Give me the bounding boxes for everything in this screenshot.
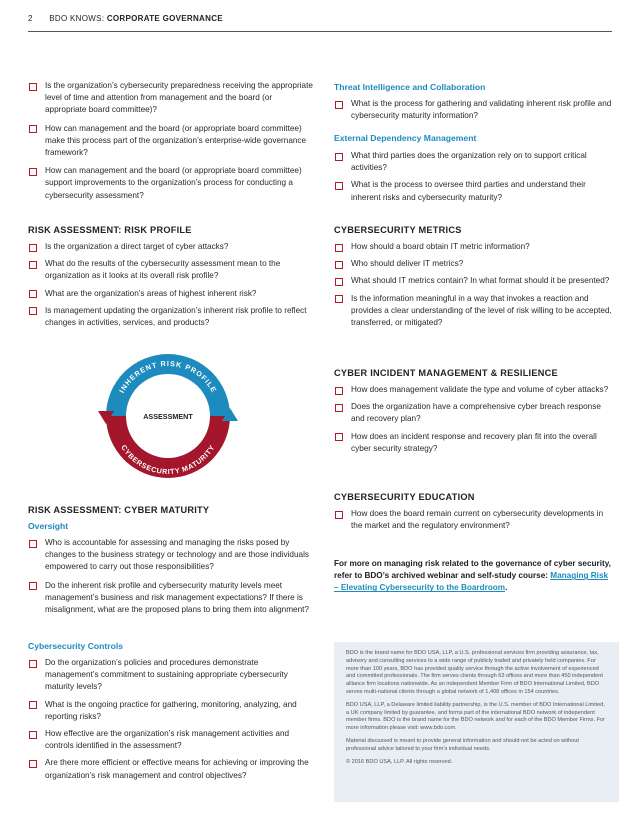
- checkbox-icon: [29, 701, 37, 709]
- copyright-text: © 2016 BDO USA, LLP. All rights reserved.: [346, 758, 453, 765]
- oversight-list: [28, 537, 313, 616]
- external-list: [334, 150, 614, 204]
- footer-paragraph: BDO is the brand name for BDO USA, LLP, a U.S. professional services firm providing assurance, tax, advisory and consulting services to a wide range of publicly traded and privately held companies. For more than 100 years, BDO has provided quality service through the active involvement of experienced and committed professionals. The firm serves clients through 63 offices and more than 450 independent alliance firm locations nationwide. As an independent Member Firm of BDO International Limited, BDO serves multi-national clients through a global network of 1,408 offices in 154 countries.: [346, 650, 603, 695]
- list-item: What is the process to oversee third parties and understand their inherent risks and cybersecurity maturity?: [334, 179, 614, 203]
- controls-list: [28, 657, 313, 782]
- external-subheading: External Dependency Management: [334, 133, 477, 143]
- education-list: [334, 508, 614, 532]
- list-item: Who is accountable for assessing and managing the risks posed by changes to the business strategy or technology and are those individuals empowered to carry out those responsibilities?: [28, 537, 313, 574]
- checkbox-icon: [29, 731, 37, 739]
- checkbox-icon: [29, 290, 37, 298]
- list-item: Who should deliver IT metrics?: [334, 258, 614, 270]
- list-item: How does an incident response and recovery plan fit into the overall cyber security strategy?: [334, 431, 614, 455]
- webinar-link[interactable]: Managing Risk – Elevating Cybersecurity to the Boardroom: [334, 571, 609, 593]
- checkbox-icon: [335, 511, 343, 519]
- checkbox-icon: [335, 387, 343, 395]
- metrics-list: [334, 241, 614, 329]
- page-header: [28, 14, 223, 23]
- checkbox-icon: [29, 261, 37, 269]
- intro-list: [28, 80, 313, 202]
- list-item: How can management and the board (or appropriate board committee) make this process part of the organization’s enterprise-wide governance framework?: [28, 123, 313, 160]
- list-item: What is the ongoing practice for gathering, monitoring, analyzing, and reporting risks?: [28, 699, 313, 723]
- footer-paragraph: BDO USA, LLP, a Delaware limited liability partnership, is the U.S. member of BDO International Limited, a UK company limited by guarantee, and forms part of the international BDO network of independent member firms. BDO is the brand name for the BDO network and for each of the BDO Member Firms. For more information please visit: www.bdo.com.: [346, 701, 605, 732]
- list-item: What are the organization’s areas of highest inherent risk?: [28, 288, 313, 300]
- checkbox-icon: [335, 404, 343, 412]
- list-item: How should a board obtain IT metric information?: [334, 241, 614, 253]
- list-item: How does management validate the type and volume of cyber attacks?: [334, 384, 614, 396]
- list-item: Is the organization’s cybersecurity preparedness receiving the appropriate level of time and attention from management and the board (or appropriate board committee)?: [28, 80, 313, 117]
- checkbox-icon: [335, 101, 343, 109]
- bottom-arc-label: CYBERSECURITY MATURITY: [119, 443, 217, 477]
- list-item: Is the organization a direct target of cyber attacks?: [28, 241, 313, 253]
- assessment-cycle-diagram: [98, 346, 238, 486]
- page-number: 2: [28, 14, 33, 23]
- checkbox-icon: [335, 153, 343, 161]
- education-heading: CYBERSECURITY EDUCATION: [334, 492, 475, 502]
- checkbox-icon: [335, 295, 343, 303]
- list-item: Is management updating the organization’s inherent risk profile to reflect changes in activities, services, and products?: [28, 305, 313, 329]
- list-item: How can management and the board (or appropriate board committee) support improvements to the organization’s process for conducting a cybersecurity assessment?: [28, 165, 313, 202]
- footer-paragraph: Material discussed is meant to provide general information and should not be acted on without professional advice tailored to your firm’s individual needs.: [346, 737, 579, 752]
- list-item: Do the inherent risk profile and cybersecurity maturity levels meet management’s business and risk management expectations? If there is misalignment, what are the proposed plans to bring them into alignment?: [28, 580, 313, 617]
- checkbox-icon: [29, 760, 37, 768]
- controls-subheading: Cybersecurity Controls: [28, 641, 124, 651]
- list-item: How does the board remain current on cybersecurity developments in the market and the regulatory environment?: [334, 508, 614, 532]
- header-title: CORPORATE GOVERNANCE: [106, 14, 223, 23]
- checkbox-icon: [29, 540, 37, 548]
- list-item: What should IT metrics contain? In what format should it be presented?: [334, 275, 614, 287]
- checkbox-icon: [29, 582, 37, 590]
- checkbox-icon: [29, 83, 37, 91]
- list-item: Is the information meaningful in a way that invokes a reaction and provides a clear understanding of the level of risk willing to be accepted, transferred, or mitigated?: [334, 293, 614, 330]
- assessment-label: ASSESSMENT: [143, 412, 193, 421]
- list-item: Are there more efficient or effective means for achieving or improving the organization’s risk management and control objectives?: [28, 757, 313, 781]
- risk-profile-list: [28, 241, 313, 329]
- threat-list: [334, 98, 614, 122]
- checkbox-icon: [335, 433, 343, 441]
- checkbox-icon: [29, 125, 37, 133]
- cyber-maturity-heading: RISK ASSESSMENT: CYBER MATURITY: [28, 505, 210, 515]
- list-item: What do the results of the cybersecurity assessment mean to the organization as it looks at its overall risk profile?: [28, 258, 313, 282]
- checkbox-icon: [335, 244, 343, 252]
- checkbox-icon: [335, 182, 343, 190]
- checkbox-icon: [29, 660, 37, 668]
- brand-label: BDO KNOWS:: [49, 14, 105, 23]
- legal-footer-box: [334, 642, 619, 802]
- checkbox-icon: [335, 278, 343, 286]
- top-arc-label: INHERENT RISK PROFILE: [117, 358, 219, 395]
- checkbox-icon: [29, 168, 37, 176]
- more-info-paragraph: For more on managing risk related to the governance of cyber security, refer to BDO’s archived webinar and self-study course: Managing Risk – Elevating Cybersecurity to the Boardroom.: [334, 559, 611, 593]
- list-item: Do the organization’s policies and procedures demonstrate management’s commitment to sustaining appropriate cybersecurity maturity levels?: [28, 657, 313, 694]
- list-item: Does the organization have a comprehensive cyber breach response and recovery plan?: [334, 401, 614, 425]
- checkbox-icon: [335, 261, 343, 269]
- threat-subheading: Threat Intelligence and Collaboration: [334, 82, 486, 92]
- risk-profile-heading: RISK ASSESSMENT: RISK PROFILE: [28, 225, 192, 235]
- list-item: How effective are the organization’s risk management activities and controls identified in the assessment?: [28, 728, 313, 752]
- incident-list: [334, 384, 614, 455]
- list-item: What is the process for gathering and validating inherent risk profile and cybersecurity maturity information?: [334, 98, 614, 122]
- header-divider: [28, 31, 612, 32]
- list-item: What third parties does the organization rely on to support critical activities?: [334, 150, 614, 174]
- checkbox-icon: [29, 244, 37, 252]
- oversight-subheading: Oversight: [28, 521, 69, 531]
- metrics-heading: CYBERSECURITY METRICS: [334, 225, 462, 235]
- incident-heading: CYBER INCIDENT MANAGEMENT & RESILIENCE: [334, 368, 558, 378]
- checkbox-icon: [29, 307, 37, 315]
